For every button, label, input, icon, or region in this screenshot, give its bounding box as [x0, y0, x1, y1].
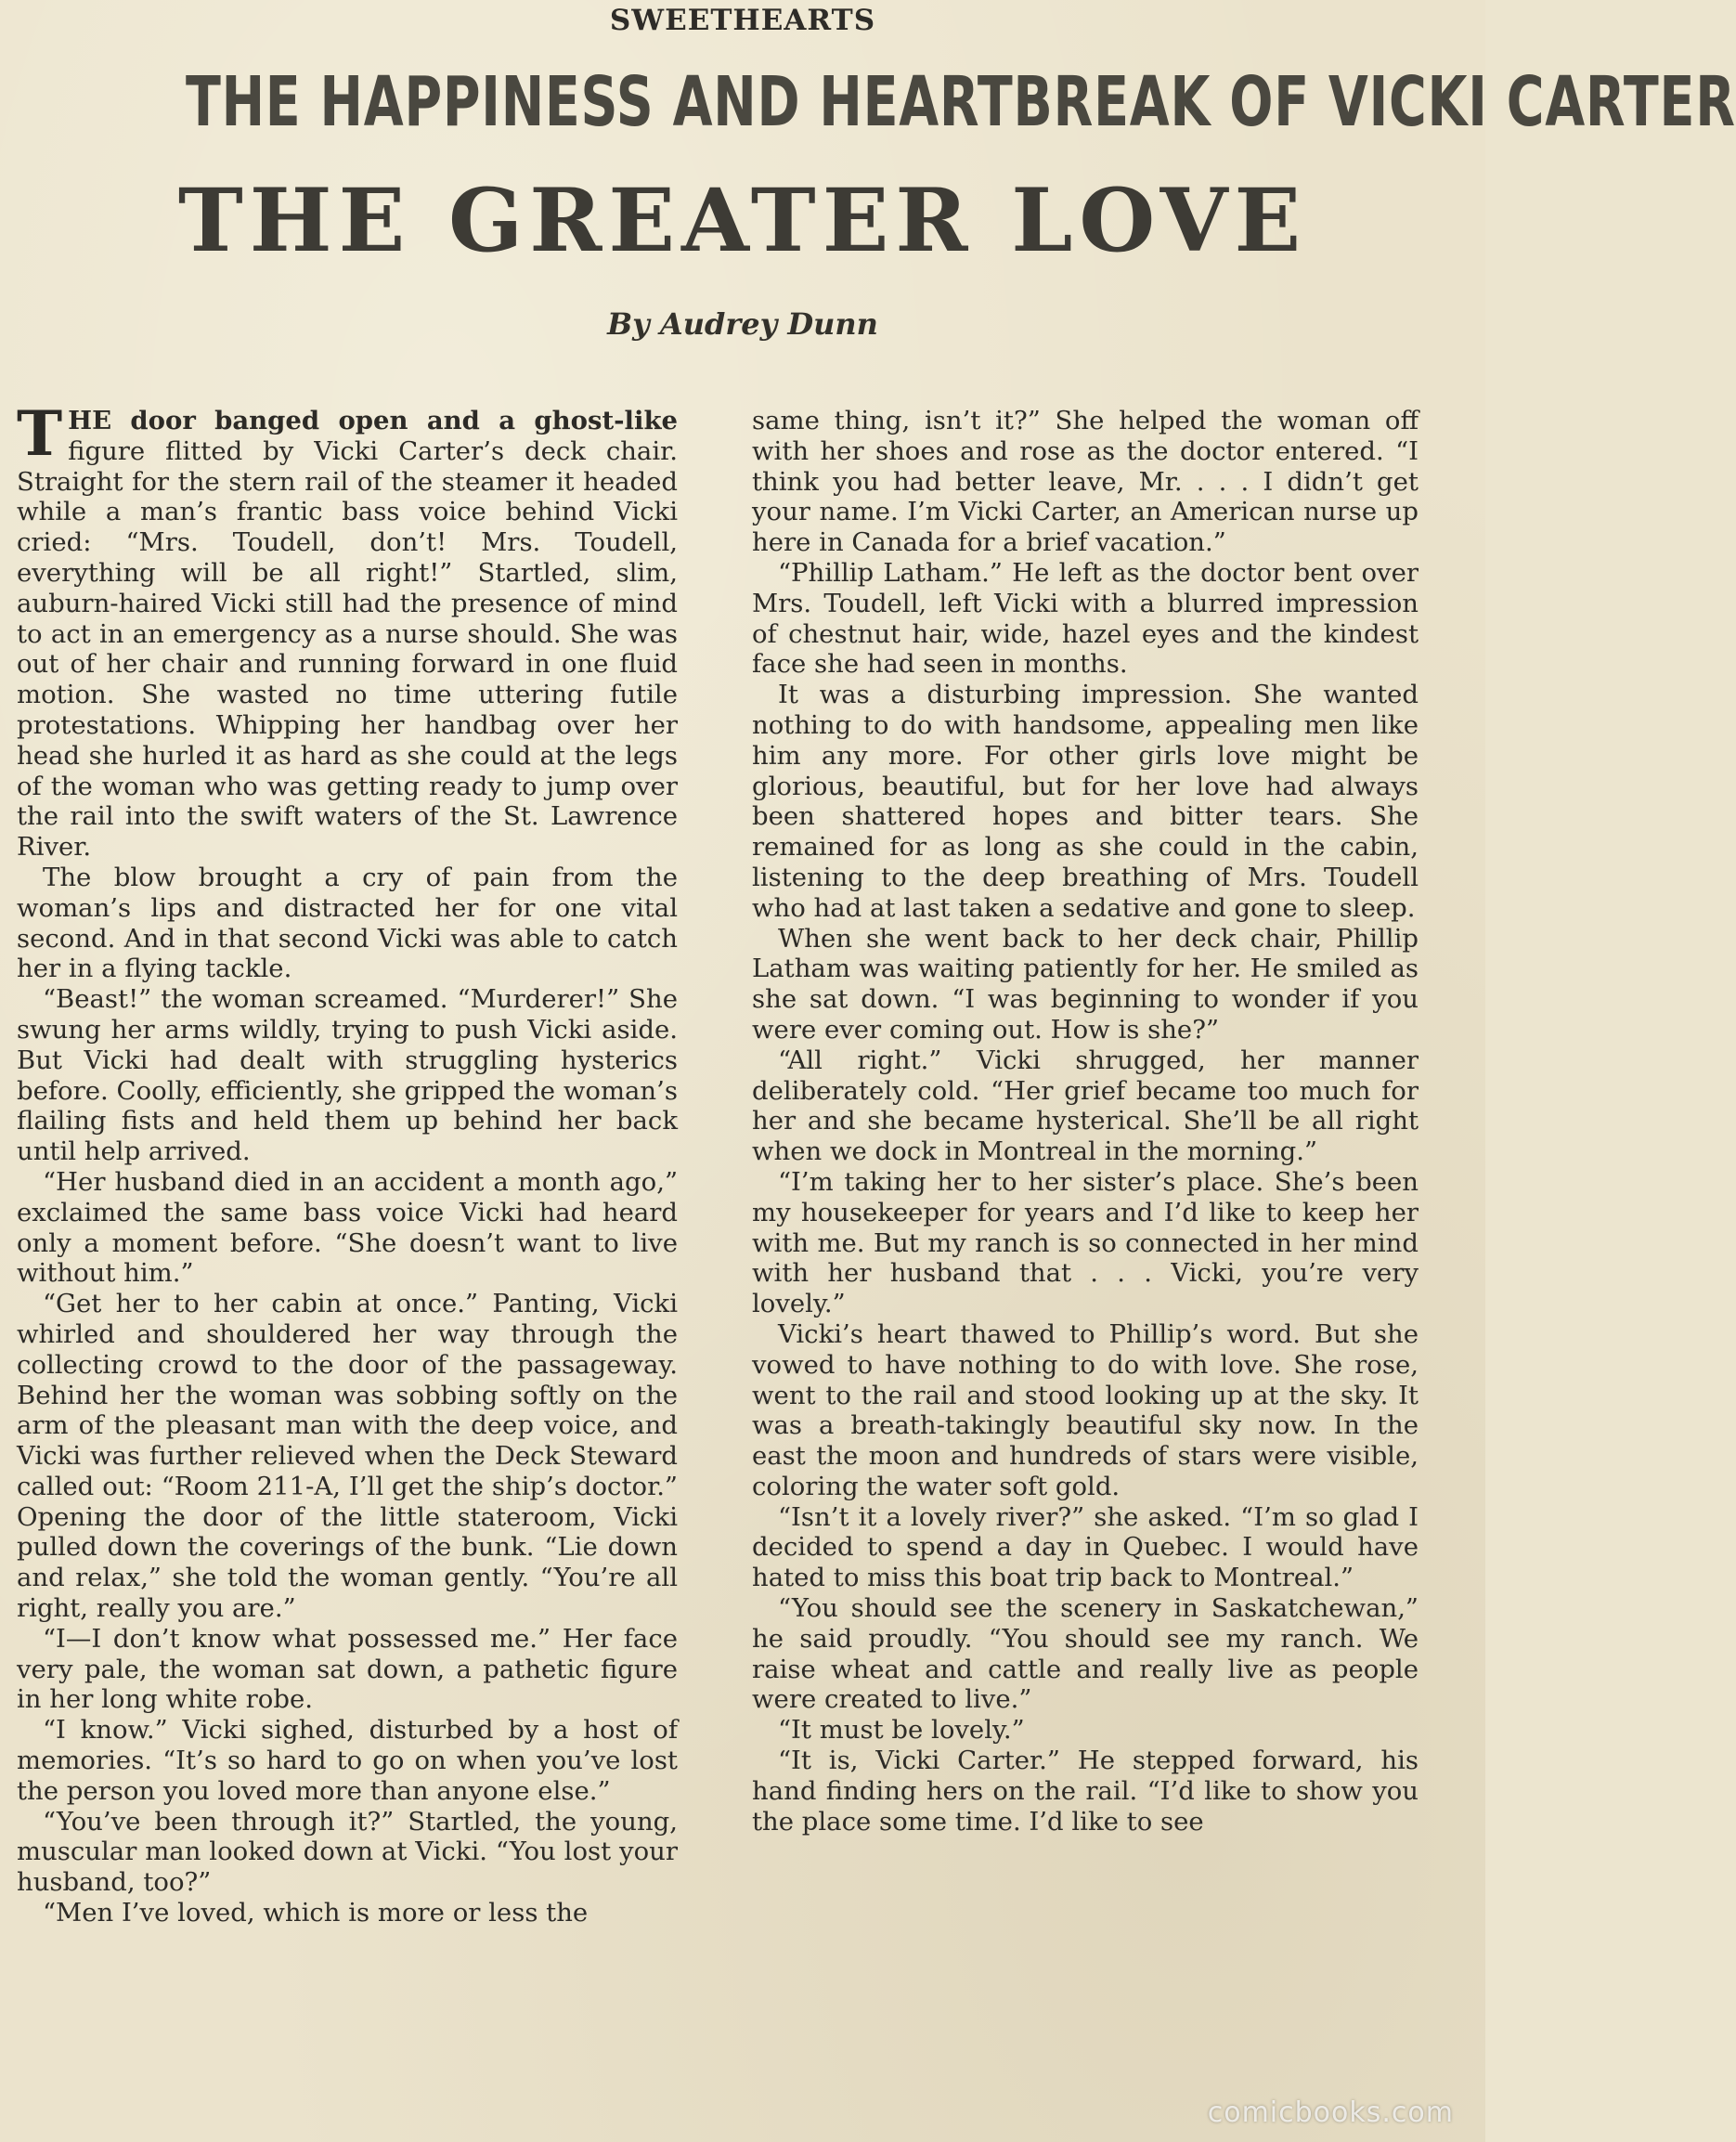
paragraph: “I’m taking her to her sister’s place. She’s been my housekeeper for years and I’d like to keep her with me. But my ranch is so connected in her mind with her husband that . . . Vicki, you’re very lovely.” [752, 1166, 1419, 1319]
lead-in-text: HE door banged open and a ghost-like [68, 406, 678, 435]
paragraph: “Phillip Latham.” He left as the doctor bent over Mrs. Toudell, left Vicki with a blurred impression of chestnut hair, wide, hazel eyes and the kindest face she had seen in months. [752, 557, 1419, 680]
continued-paragraph: same thing, isn’t it?” She helped the woman off with her shoes and rose as the doctor entered. “I think you had better leave, Mr. . . . I didn’t get your name. I’m Vicki Carter, an American nurse up here in Canada for a brief vacation.” [752, 406, 1419, 558]
paragraph: The blow brought a cry of pain from the woman’s lips and distracted her for one vital second. And in that second Vicki was able to catch her in a flying tackle. [17, 862, 678, 984]
paragraph: “Isn’t it a lovely river?” she asked. “I’m so glad I decided to spend a day in Quebec. I would have hated to miss this boat trip back to Montreal.” [752, 1501, 1419, 1593]
paragraph: “I—I don’t know what possessed me.” Her face very pale, the woman sat down, a pathetic figure in her long white robe. [17, 1623, 678, 1715]
paragraph: It was a disturbing impression. She wanted nothing to do with handsome, appealing men like him any more. For other girls love might be glorious, beautiful, but for her love had always been shattered hopes and bitter tears. She remained for as long as she could in the cabin, listening to the deep breathing of Mrs. Toudell who had at last taken a sedative and gone to sleep. [752, 680, 1419, 923]
paragraph: “Her husband died in an accident a month ago,” exclaimed the same bass voice Vicki had heard only a moment before. “She doesn’t want to live without him.” [17, 1166, 678, 1289]
paragraph: “Get her to her cabin at once.” Panting, Vicki whirled and shouldered her way through the collecting crowd to the door of the passageway. Behind her the woman was sobbing softly on the arm of the pleasant man with the deep voice, and Vicki was further relieved when the Deck Steward called out: “Room 211-A, I’ll get the ship’s doctor.” Opening the door of the little stateroom, Vicki pulled down the coverings of the bunk. “Lie down and relax,” she told the woman gently. “You’re all right, really you are.” [17, 1289, 678, 1624]
paragraph: Vicki’s heart thawed to Phillip’s word. But she vowed to have nothing to do with love. She rose, went to the rail and stood looking up at the sky. It was a breath-takingly beautiful sky now. In the east the moon and hundreds of stars were visible, coloring the water soft gold. [752, 1318, 1419, 1501]
paragraph-text: figure flitted by Vicki Carter’s deck chair. Straight for the stern rail of the steamer it headed while a man’s frantic bass voice behind Vicki cried: “Mrs. Toudell, don’t! Mrs. Toudell, everything will be all right!” Startled, slim, auburn-haired Vicki still had the presence of mind to act in an emergency as a nurse should. She was out of her chair and running forward in one fluid motion. She wasted no time uttering futile protestations. Whipping her handbag over her head she hurled it as hard as she could at the legs of the woman who was getting ready to jump over the rail into the swift waters of the St. Lawrence River. [17, 435, 678, 863]
paragraph: “It must be lovely.” [778, 1715, 1025, 1746]
paragraph: “Beast!” the woman screamed. “Murderer!” She swung her arms wildly, trying to push Vicki aside. But Vicki had dealt with struggling hysterics before. Coolly, efficiently, she gripped the woman’s flailing fists and held them up behind her back until help arrived. [17, 984, 678, 1167]
right-column [752, 406, 1419, 1837]
story-title: THE GREATER LOVE [177, 170, 1308, 272]
drop-cap: T [17, 397, 63, 470]
paragraph: “I know.” Vicki sighed, disturbed by a host of memories. “It’s so hard to go on when you’ve lost the person you loved more than anyone else.” [17, 1715, 678, 1806]
paragraph: “You’ve been through it?” Startled, the young, muscular man looked down at Vicki. “You lost your husband, too?” [17, 1806, 678, 1898]
paragraph: “It is, Vicki Carter.” He stepped forward, his hand finding hers on the rail. “I’d like to show you the place some time. I’d like to see [752, 1746, 1419, 1837]
paragraph: “Men I’ve loved, which is more or less the [43, 1898, 589, 1928]
paragraph: “You should see the scenery in Saskatchewan,” he said proudly. “You should see my ranch. We raise wheat and cattle and really live as people were created to live.” [752, 1593, 1419, 1715]
opening-paragraph [17, 397, 678, 863]
watermark: comicbooks.com [1207, 2097, 1454, 2129]
left-column [17, 397, 678, 1928]
magazine-header: SWEETHEARTS [609, 4, 876, 37]
paragraph: “All right.” Vicki shrugged, her manner deliberately cold. “Her grief became too much for her and she became hysterical. She’ll be all right when we dock in Montreal in the morning.” [752, 1045, 1419, 1167]
series-title: THE HAPPINESS AND HEARTBREAK OF VICKI CARTER [186, 62, 1736, 142]
byline: By Audrey Dunn [607, 306, 878, 342]
paragraph: When she went back to her deck chair, Phillip Latham was waiting patiently for her. He smiled as she sat down. “I was beginning to wonder if you were ever coming out. How is she?” [752, 923, 1419, 1045]
